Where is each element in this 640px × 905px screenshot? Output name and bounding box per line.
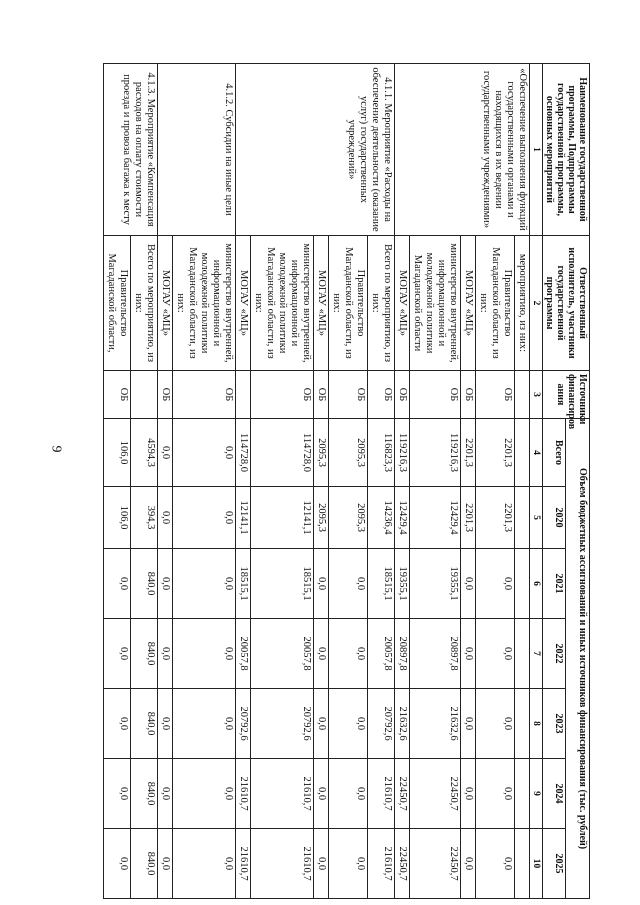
value-2021: 0,0 xyxy=(158,549,173,619)
value-2023: 0,0 xyxy=(476,689,515,759)
value-2021: 0,0 xyxy=(314,549,329,619)
executor: Правительство Магаданской области, xyxy=(104,236,131,371)
value-total: 106,0 xyxy=(104,419,131,487)
value-2023: 840,0 xyxy=(131,689,158,759)
value-2025: 21610,7 xyxy=(251,829,314,899)
value-2020: 0,0 xyxy=(158,487,173,549)
value-2024: 0,0 xyxy=(476,759,515,829)
value-2023: 0,0 xyxy=(173,689,236,759)
value-2023: 20792,6 xyxy=(368,689,395,759)
program-name: 4.1.2. Субсидии на иные цели xyxy=(158,64,236,236)
value-2025: 0,0 xyxy=(104,829,131,899)
value-2024: 0,0 xyxy=(104,759,131,829)
value-2022: 840,0 xyxy=(131,619,158,689)
value-total: 2095,3 xyxy=(314,419,329,487)
header-source: Источники финансиров ания xyxy=(543,371,590,419)
source xyxy=(131,371,158,419)
value-2024: 0,0 xyxy=(173,759,236,829)
value-total: 2095,3 xyxy=(329,419,368,487)
source: ОБ xyxy=(461,371,476,419)
value-2021: 0,0 xyxy=(329,549,368,619)
col-index: 2 xyxy=(530,236,543,371)
value-2022: 20057,8 xyxy=(368,619,395,689)
table-row xyxy=(515,64,530,899)
value-2025: 21610,7 xyxy=(236,829,251,899)
budget-table-rotated xyxy=(60,63,590,898)
executor: Правительство Магаданской области, из них: xyxy=(476,236,515,371)
source: ОБ xyxy=(395,371,410,419)
value-2023: 21632,6 xyxy=(395,689,410,759)
col-index: 8 xyxy=(530,689,543,759)
source: ОБ xyxy=(314,371,329,419)
value-2021: 18515,1 xyxy=(368,549,395,619)
value-2023: 0,0 xyxy=(158,689,173,759)
value-2023: 0,0 xyxy=(104,689,131,759)
source: ОБ xyxy=(173,371,236,419)
value-total: 119216,3 xyxy=(410,419,461,487)
value-2021: 18515,1 xyxy=(251,549,314,619)
executor: Всего по мероприятию, из них: xyxy=(131,236,158,371)
budget-table xyxy=(103,63,590,899)
program-name: 4.1.1. Мероприятие «Расходы на обеспечение деятельности (оказание услуг) государственных учреждений» xyxy=(236,64,395,236)
col-index: 10 xyxy=(530,829,543,899)
value-2023: 0,0 xyxy=(314,689,329,759)
value-2024: 21610,7 xyxy=(368,759,395,829)
value-2024: 22450,7 xyxy=(410,759,461,829)
value-2025: 840,0 xyxy=(131,829,158,899)
value-2022: 0,0 xyxy=(173,619,236,689)
source: ОБ xyxy=(158,371,173,419)
value-2025 xyxy=(515,829,530,899)
executor: Всего по мероприятию, из них: xyxy=(368,236,395,371)
executor: министерство внутренней, информационной и молодежной политики Магаданской области, из них: xyxy=(251,236,314,371)
value-total: 4594,3 xyxy=(131,419,158,487)
table-row xyxy=(173,64,236,899)
value-2024: 0,0 xyxy=(158,759,173,829)
value-2023 xyxy=(515,689,530,759)
header-funding-group: Объем бюджетных ассигнований и иных источников финансирования (тыс. рублей) xyxy=(566,419,590,899)
value-2025: 0,0 xyxy=(476,829,515,899)
value-2022: 20057,8 xyxy=(251,619,314,689)
executor: Правительство Магаданской области, из них: xyxy=(329,236,368,371)
value-total: 2201,3 xyxy=(461,419,476,487)
col-index: 7 xyxy=(530,619,543,689)
value-2020: 2095,3 xyxy=(329,487,368,549)
value-total: 0,0 xyxy=(158,419,173,487)
value-2020: 12141,1 xyxy=(236,487,251,549)
value-2022: 0,0 xyxy=(104,619,131,689)
page-number: 9 xyxy=(48,445,64,453)
header-program: Наименование государственной программы, Подпрограммы государственной программы, основных мероприятий xyxy=(543,64,590,236)
value-total: 116823,3 xyxy=(368,419,395,487)
source xyxy=(515,371,530,419)
value-2020: 0,0 xyxy=(173,487,236,549)
table-row xyxy=(131,64,158,899)
year-2021: 2021 xyxy=(543,549,567,619)
value-2025: 0,0 xyxy=(314,829,329,899)
value-total: 119216,3 xyxy=(395,419,410,487)
value-2023: 0,0 xyxy=(461,689,476,759)
program-name: «Обеспечение выполнения функций государственными органами и находящихся в их ведении государственными учреждениями» xyxy=(395,64,530,236)
value-2024: 21610,7 xyxy=(236,759,251,829)
value-2023: 0,0 xyxy=(329,689,368,759)
year-2020: 2020 xyxy=(543,487,567,549)
executor: мероприятию, из них: xyxy=(515,236,530,371)
value-2022 xyxy=(515,619,530,689)
executor: МОГАУ «МЦ» xyxy=(461,236,476,371)
value-2021: 0,0 xyxy=(104,549,131,619)
source: ОБ xyxy=(410,371,461,419)
executor: МОГАУ «МЦ» xyxy=(314,236,329,371)
source: ОБ xyxy=(104,371,131,419)
col-index: 9 xyxy=(530,759,543,829)
value-2021: 19355,1 xyxy=(410,549,461,619)
table-row xyxy=(368,64,395,899)
col-index: 1 xyxy=(530,64,543,236)
value-2020 xyxy=(515,487,530,549)
value-2022: 20897,8 xyxy=(410,619,461,689)
value-2024 xyxy=(515,759,530,829)
value-2025: 0,0 xyxy=(329,829,368,899)
value-2020: 2201,3 xyxy=(461,487,476,549)
value-2022: 20897,8 xyxy=(395,619,410,689)
value-2025: 22450,7 xyxy=(410,829,461,899)
value-2024: 0,0 xyxy=(314,759,329,829)
value-2022: 0,0 xyxy=(461,619,476,689)
source: ОБ xyxy=(329,371,368,419)
value-2020: 2095,3 xyxy=(314,487,329,549)
value-2025: 0,0 xyxy=(158,829,173,899)
value-2021: 0,0 xyxy=(173,549,236,619)
value-total xyxy=(515,419,530,487)
col-index: 4 xyxy=(530,419,543,487)
year-2022: 2022 xyxy=(543,619,567,689)
value-2025: 21610,7 xyxy=(368,829,395,899)
value-2022: 0,0 xyxy=(158,619,173,689)
column-index-row xyxy=(530,64,543,899)
value-2021: 18515,1 xyxy=(236,549,251,619)
year-2023: 2023 xyxy=(543,689,567,759)
value-total: 114728,0 xyxy=(236,419,251,487)
value-2021: 840,0 xyxy=(131,549,158,619)
executor: министерство внутренней, информационной и молодежной политики Магаданской области, из них: xyxy=(173,236,236,371)
value-total: 114728,0 xyxy=(251,419,314,487)
value-total: 0,0 xyxy=(173,419,236,487)
value-2024: 0,0 xyxy=(461,759,476,829)
col-index: 6 xyxy=(530,549,543,619)
value-2024: 0,0 xyxy=(329,759,368,829)
value-2021: 0,0 xyxy=(476,549,515,619)
value-2023: 20792,6 xyxy=(236,689,251,759)
value-2021: 19355,1 xyxy=(395,549,410,619)
value-2021: 0,0 xyxy=(461,549,476,619)
value-2023: 20792,6 xyxy=(251,689,314,759)
year-total: Всего xyxy=(543,419,567,487)
value-2024: 22450,7 xyxy=(395,759,410,829)
source: ОБ xyxy=(476,371,515,419)
value-2020: 12429,4 xyxy=(410,487,461,549)
value-2022: 20057,8 xyxy=(236,619,251,689)
value-2020: 106,0 xyxy=(104,487,131,549)
value-2025: 0,0 xyxy=(173,829,236,899)
executor: МОГАУ «МЦ» xyxy=(236,236,251,371)
executor: МОГАУ «МЦ» xyxy=(158,236,173,371)
value-2022: 0,0 xyxy=(329,619,368,689)
program-name: 4.1.3. Мероприятие «Компенсация расходов на оплату стоимости проезда и провоза багажа к месту xyxy=(104,64,158,236)
col-index: 5 xyxy=(530,487,543,549)
header-executor: Ответственный исполнитель, участники государственной программы xyxy=(543,236,590,371)
source: ОБ xyxy=(368,371,395,419)
value-2020: 394,3 xyxy=(131,487,158,549)
col-index: 3 xyxy=(530,371,543,419)
year-2024: 2024 xyxy=(543,759,567,829)
source xyxy=(236,371,251,419)
value-2022: 0,0 xyxy=(314,619,329,689)
value-2020: 12429,4 xyxy=(395,487,410,549)
source: ОБ xyxy=(251,371,314,419)
value-2022: 0,0 xyxy=(476,619,515,689)
value-2024: 840,0 xyxy=(131,759,158,829)
executor: МОГАУ «МЦ» xyxy=(395,236,410,371)
value-total: 2201,3 xyxy=(476,419,515,487)
year-2025: 2025 xyxy=(543,829,567,899)
value-2024: 21610,7 xyxy=(251,759,314,829)
value-2020: 12141,1 xyxy=(251,487,314,549)
value-2023: 21632,6 xyxy=(410,689,461,759)
value-2020: 2201,3 xyxy=(476,487,515,549)
value-2025: 0,0 xyxy=(461,829,476,899)
executor: министерство внутренней, информационной и молодежной политики Магаданской области xyxy=(410,236,461,371)
value-2020: 14236,4 xyxy=(368,487,395,549)
value-2025: 22450,7 xyxy=(395,829,410,899)
value-2021 xyxy=(515,549,530,619)
